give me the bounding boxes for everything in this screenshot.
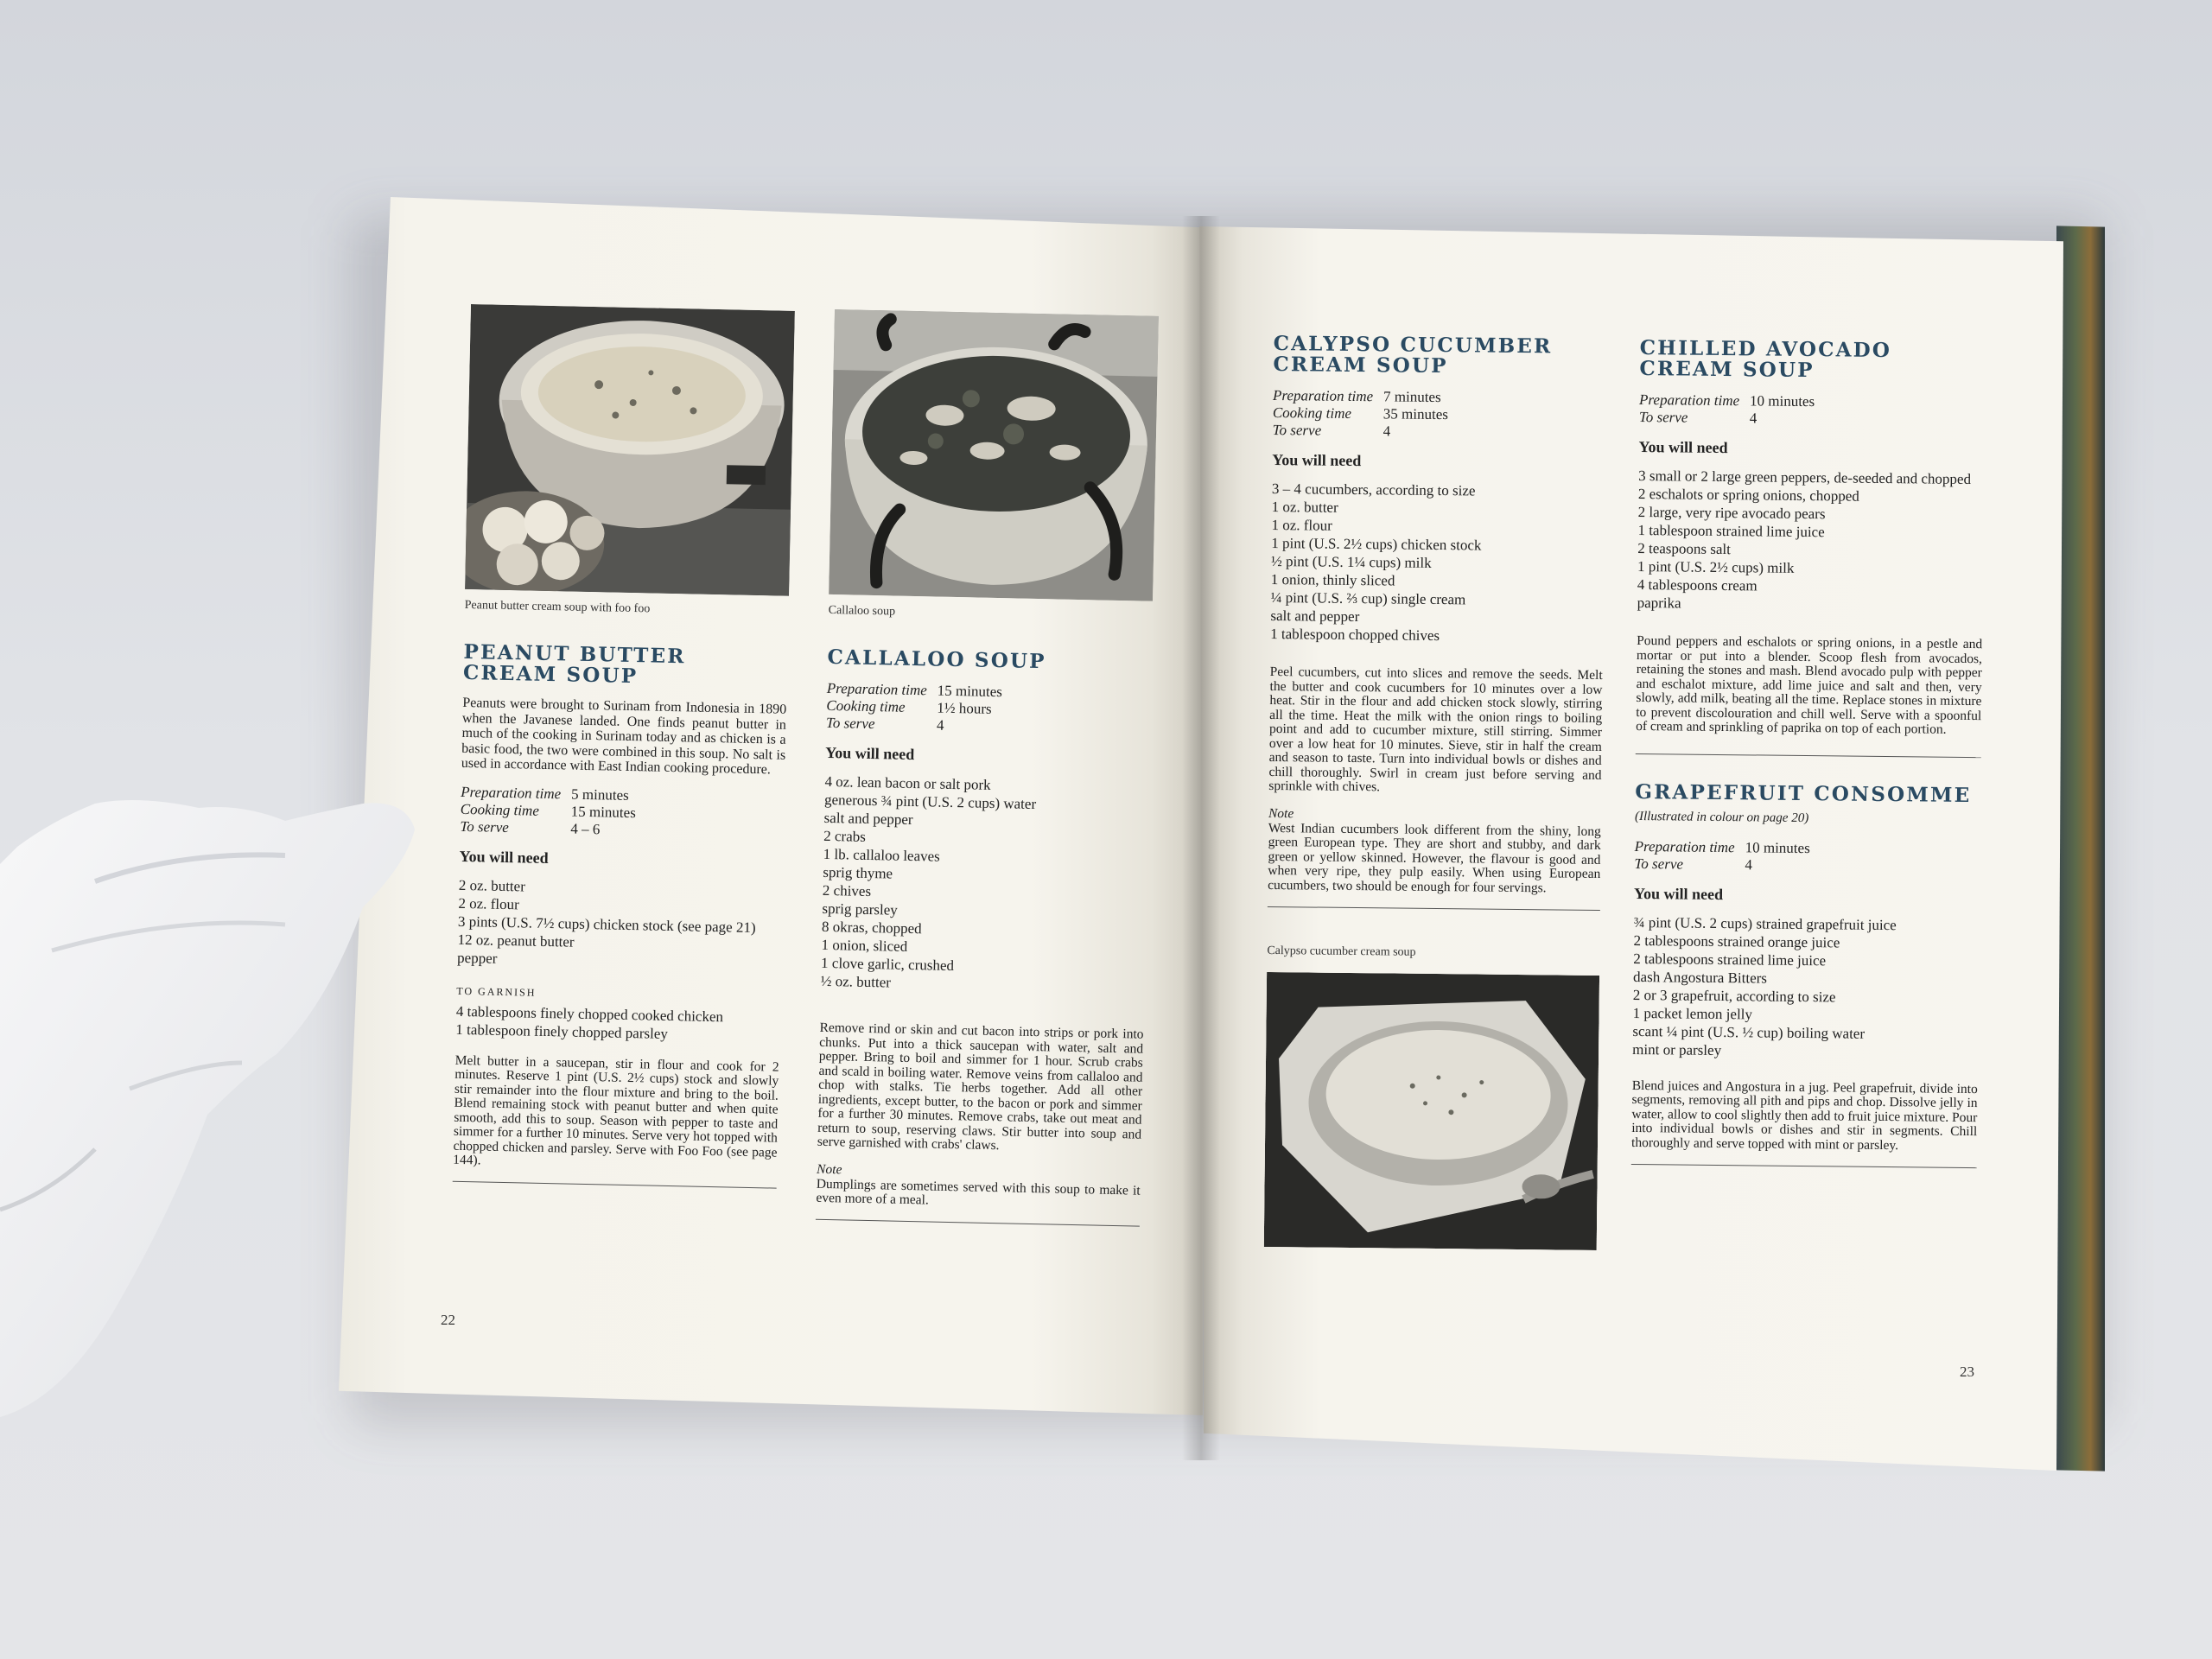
garnish-heading: TO GARNISH [456,984,537,999]
ingredient: 2 tablespoons strained orange juice [1633,931,1840,950]
callaloo-ingredients [820,772,1148,997]
serve-value: 4 [936,716,944,734]
ingredient: 4 oz. lean bacon or salt pork [824,772,991,793]
grapefruit-subtitle: (Illustrated in colour on page 20) [1634,809,1809,825]
ingredient: dash Angostura Bitters [1632,968,1768,987]
peanut-intro: Peanuts were brought to Surinam from Indonesia in 1890 when the Javanese landed. One finds peanut butter in much of the cooking in Surinam today and as chicken is a basic food, the two were combined in this soup. No salt is used in accordance with East Indian cooking procedure. [461,695,787,778]
peanut-photo-caption: Peanut butter cream soup with foo foo [464,598,651,616]
serve-value: 4 [1745,855,1753,873]
peanut-column [453,304,795,1189]
ingredient: sprig thyme [823,863,893,882]
callaloo-needs-heading: You will need [825,743,915,764]
ingredient: 3 pints (U.S. 7½ cups) chicken stock (see page 21) [457,912,756,936]
prep-label: Preparation time [1638,391,1740,410]
grapefruit-needs-heading: You will need [1633,884,1724,903]
ingredient: 1 onion, thinly sliced [1270,570,1395,589]
cook-label: Cooking time [460,800,540,819]
cucumber-note-label: Note [1268,805,1294,822]
grapefruit-times [1634,837,1980,875]
ingredient: 4 tablespoons cream [1637,575,1758,594]
peanut-needs-heading: You will need [459,847,549,867]
callaloo-times [826,680,1151,739]
cucumber-column [1264,320,1606,1249]
book-gutter [1182,216,1220,1460]
ingredient: 3 small or 2 large green peppers, de-seeded and chopped [1638,467,1972,488]
serve-label: To serve [825,714,875,733]
serve-value: 4 [1382,423,1391,440]
cucumber-ingredients [1270,480,1605,646]
peanut-times [460,783,785,842]
serve-value: 4 – 6 [570,820,601,837]
peanut-soup-illustration [465,304,795,596]
ingredient: 1 packet lemon jelly [1632,1004,1753,1022]
ingredient: ¼ pint (U.S. ⅔ cup) single cream [1270,588,1466,608]
prep-value: 10 minutes [1749,392,1815,410]
serve-label: To serve [1634,855,1684,873]
divider [1268,906,1600,910]
avocado-method: Pound peppers and eschalots or spring onions, in a pestle and mortar or put into a blender. Scoop flesh from avocados, retaining the stones and mash. Blend avocado pulp with pepper and eschalot mixture, add lime juice and salt and then, very slowly, add milk, beating all the time. Replace stones in mixture to prevent discolouration and chill well. Serve with a spoonful of cream and sprinkling of paprika on top of each portion. [1636,632,1983,737]
avocado-ingredients [1637,467,1985,615]
peanut-ingredients [457,875,783,973]
cook-label: Cooking time [1272,404,1352,422]
ingredient: 1 clove garlic, crushed [820,954,955,975]
cucumber-photo-caption: Calypso cucumber cream soup [1267,944,1416,959]
serve-value: 4 [1749,410,1758,427]
avocado-column [1631,324,1986,1168]
avocado-title: CHILLED AVOCADO CREAM SOUP [1639,335,1892,383]
cucumber-note: West Indian cucumbers look different from the shiny, long green European type. They are short and stubby, and dark green or yellow skinned. However, the flavour is good and when very ripe, they pulp easily. When using European cucumbers, two should be enough for four servings. [1268,820,1601,895]
ingredient: 1 oz. flour [1271,516,1332,534]
divider [1636,753,1981,757]
serve-label: To serve [460,817,510,836]
ingredient: 2 tablespoons strained lime juice [1633,950,1827,969]
serve-label: To serve [1272,421,1322,439]
ingredient: scant ¼ pint (U.S. ½ cup) boiling water [1632,1022,1866,1042]
ingredient: 2 teaspoons salt [1637,539,1732,558]
ingredient: 8 okras, chopped [821,918,922,938]
cucumber-times [1273,387,1606,442]
cucumber-method: Peel cucumbers, cut into slices and remove the seeds. Melt the butter and cook cucumbers for 10 minutes over a low heat. Stir in the flour and add chicken stock slowly, stirring all the time. Heat the milk with the onion rings to boiling point and add to cucumber mixture, still stirring. Simmer over a low heat for 10 minutes. Sieve, stir in half the cream and season to taste. Turn into individual bowls or dishes and chill thoroughly. Swirl in cream just before serving and sprinkle with chives. [1268,664,1603,795]
cook-value: 15 minutes [570,803,637,821]
ingredient: 1 lb. callaloo leaves [823,845,940,865]
ingredient: salt and pepper [1270,607,1360,626]
peanut-title: PEANUT BUTTER CREAM SOUP [462,639,686,689]
ingredient: 2 large, very ripe avocado pears [1637,503,1826,523]
grapefruit-ingredients [1632,912,1980,1061]
ingredient: 1 pint (U.S. 2½ cups) chicken stock [1271,534,1482,554]
ingredient: ¾ pint (U.S. 2 cups) strained grapefruit juice [1633,913,1897,933]
ingredient: 1 oz. butter [1271,498,1338,516]
cucumber-soup-illustration [1264,971,1599,1249]
cook-label: Cooking time [826,696,906,715]
cook-value: 35 minutes [1382,405,1449,423]
avocado-times [1639,391,1985,429]
ingredient: 1 pint (U.S. 2½ cups) milk [1637,557,1795,576]
cucumber-title: CALYPSO CUCUMBER CREAM SOUP [1273,331,1553,378]
ingredient: 2 crabs [823,827,867,845]
grapefruit-title: GRAPEFRUIT CONSOMME [1635,779,1972,807]
prep-value: 5 minutes [570,785,629,804]
peanut-soup-photo [465,304,795,596]
ingredient: ½ pint (U.S. 1¼ cups) milk [1270,552,1432,571]
ingredient: 1 tablespoon strained lime juice [1637,521,1825,541]
callaloo-soup-photo [829,309,1159,601]
ingredient: pepper [456,949,498,967]
callaloo-soup-illustration [829,309,1159,601]
ingredient: 2 eschalots or spring onions, chopped [1637,485,1859,505]
grapefruit-method: Blend juices and Angostura in a jug. Peel grapefruit, divide into segments, removing all pith and pips and chop. Dissolve jelly in water, allow to cool slightly then add to fruit juice mixture. Pour into individual bowls or dishes and stir in segments. Chill thoroughly and serve topped with mint or parsley. [1630,1077,1978,1153]
ingredient: 2 chives [822,881,872,900]
cucumber-soup-photo [1264,971,1599,1249]
page-number-right: 23 [1960,1363,1974,1380]
prep-label: Preparation time [1634,837,1735,855]
ingredient: ½ oz. butter [820,972,892,991]
peanut-method: Melt butter in a saucepan, stir in flour and cook for 2 minutes. Reserve 1 pint (U.S. 2½ cups) stock and slowly stir remainder into the flour mixture and bring to the boil. Blend remaining stock with peanut butter and when quite smooth, add this to soup. Season with pepper to taste and simmer for a further 10 minutes. Serve very hot topped with chopped chicken and parsley. Serve with Foo Foo (see page 144). [453,1052,779,1168]
cucumber-needs-heading: You will need [1272,450,1362,470]
ingredient: generous ¾ pint (U.S. 2 cups) water [823,791,1037,813]
ingredient: 2 oz. flour [458,894,520,912]
ingredient: 1 onion, sliced [821,936,908,955]
ingredient: 2 oz. butter [458,876,526,894]
book-cover-edge [2056,226,2105,1471]
callaloo-note-label: Note [816,1161,842,1178]
avocado-needs-heading: You will need [1638,437,1728,457]
serve-label: To serve [1638,408,1688,426]
ingredient: paprika [1637,594,1681,612]
garnish-list [455,1001,780,1045]
garnish-item: 1 tablespoon finely chopped parsley [455,1020,669,1042]
ingredient: sprig parsley [822,899,898,918]
cook-value: 1½ hours [937,699,992,717]
callaloo-photo-caption: Callaloo soup [828,603,896,619]
ingredient: salt and pepper [823,809,913,829]
ingredient: mint or parsley [1632,1040,1722,1058]
callaloo-column [816,309,1159,1227]
callaloo-note: Dumplings are sometimes served with this soup to make it even more of a meal. [816,1176,1141,1208]
page-number-left: 22 [441,1312,455,1328]
prep-label: Preparation time [1272,386,1374,405]
prep-value: 7 minutes [1382,388,1441,406]
prep-value: 15 minutes [937,682,1003,701]
prep-label: Preparation time [826,679,927,699]
ingredient: 1 tablespoon chopped chives [1270,625,1440,645]
ingredient: 2 or 3 grapefruit, according to size [1632,986,1836,1005]
ingredient: 12 oz. peanut butter [457,931,575,950]
garnish-item: 4 tablespoons finely chopped cooked chicken [455,1002,724,1025]
ingredient: 3 – 4 cucumbers, according to size [1271,480,1476,499]
prep-label: Preparation time [460,783,562,802]
callaloo-method: Remove rind or skin and cut bacon into strips or pork into chunks. Put into a thick saucepan with water, salt and pepper. Bring to boil and simmer for 1 hour. Scrub crabs and scald in boiling water. Remove veins from callaloo and chop with stalks. Tie herbs together. Add all other ingredients, except butter, to the bacon or pork and simmer for a further 30 minutes. Remove crabs, take out meat and return to soup, reserving claws. Stir butter into soup and serve garnished with crabs' claws. [817,1020,1144,1154]
prep-value: 10 minutes [1745,838,1810,856]
callaloo-title: CALLALOO SOUP [827,645,1046,674]
